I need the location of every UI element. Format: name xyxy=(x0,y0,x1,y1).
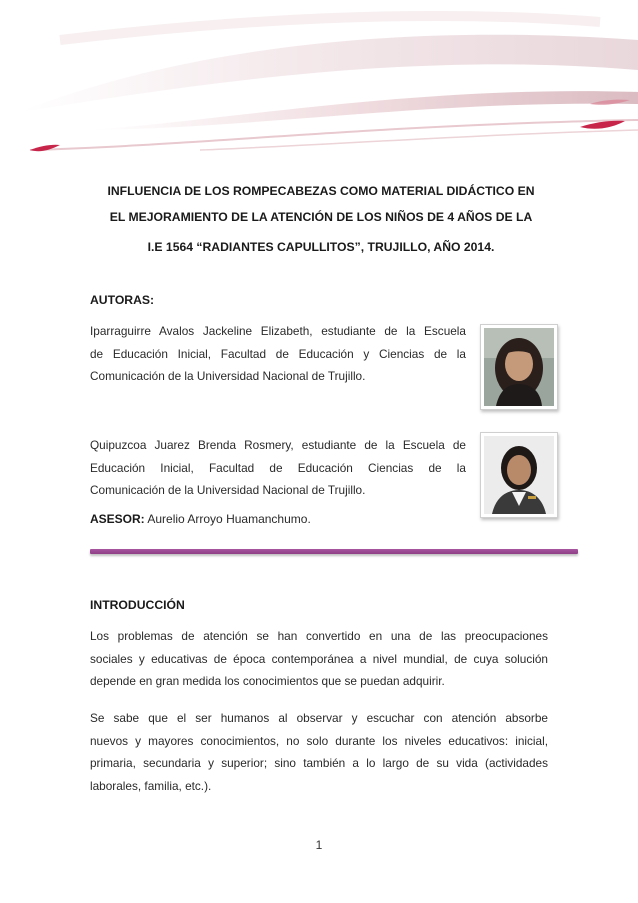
text-line: Quipuzcoa Juarez Brenda Rosmery, estudiante de la Escuela de xyxy=(90,438,466,452)
text-line: Comunicación de la Universidad Nacional de Trujillo. xyxy=(90,369,366,383)
text-line: Se sabe que el ser humanos al observar y escuchar con atención absorbe xyxy=(90,711,548,725)
text-line: Comunicación de la Universidad Nacional de Trujillo. xyxy=(90,483,366,497)
author-1-photo xyxy=(480,324,558,410)
text-line: primaria, secundaria y superior; sino también a lo largo de su vida (actividades xyxy=(90,756,548,770)
advisor-label: ASESOR: xyxy=(90,512,145,526)
intro-paragraph-2 xyxy=(90,707,548,797)
section-divider xyxy=(90,549,578,554)
document-title xyxy=(86,178,556,260)
page-number: 1 xyxy=(315,838,323,852)
text-line: laborales, familia, etc.). xyxy=(90,778,212,793)
intro-paragraph-1 xyxy=(90,625,548,693)
author-1-description xyxy=(90,320,466,388)
text-line: de Educación Inicial, Facultad de Educación y Ciencias de la xyxy=(90,346,466,361)
text-line: Educación Inicial, Facultad de Educación Ciencias de la xyxy=(90,460,466,475)
advisor-line xyxy=(90,512,311,526)
text-line: depende en gran medida los conocimientos que se puedan adquirir. xyxy=(90,674,445,688)
introduction-heading: INTRODUCCIÓN xyxy=(90,598,185,612)
text-line: nuevos y mayores conocimientos, no solo durante los niveles educativos: inicial, xyxy=(90,733,548,748)
title-line: I.E 1564 “RADIANTES CAPULLITOS”, TRUJILLO, AÑO 2014. xyxy=(147,240,495,254)
advisor-name: Aurelio Arroyo Huamanchumo. xyxy=(144,512,311,526)
decorative-banner xyxy=(0,0,638,175)
text-line: sociales y educativas de época contemporánea a nivel mundial, de cuya solución xyxy=(90,651,548,666)
authors-heading: AUTORAS: xyxy=(90,293,155,307)
text-line: Los problemas de atención se han convertido en una de las preocupaciones xyxy=(90,629,548,643)
author-2-photo xyxy=(480,432,558,518)
title-line: INFLUENCIA DE LOS ROMPECABEZAS COMO MATERIAL DIDÁCTICO EN xyxy=(107,184,535,198)
pink-swoosh-left xyxy=(30,145,60,151)
title-line: EL MEJORAMIENTO DE LA ATENCIÓN DE LOS NIÑOS DE 4 AÑOS DE LA xyxy=(109,210,533,224)
author-2-description xyxy=(90,434,466,502)
text-line: Iparraguirre Avalos Jackeline Elizabeth, estudiante de la Escuela xyxy=(90,324,466,338)
